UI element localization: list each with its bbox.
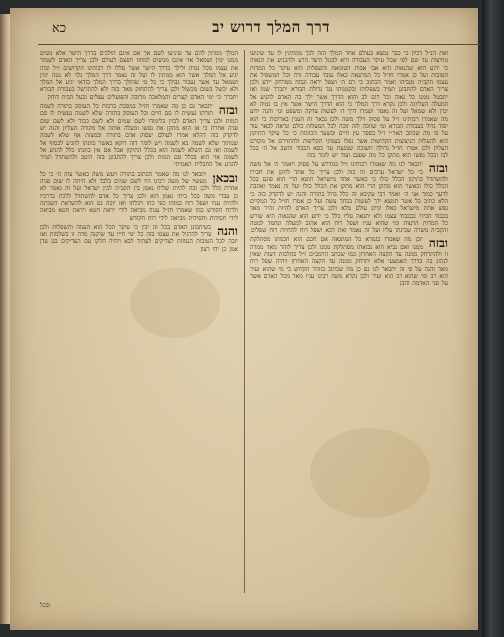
- paragraph-text: ואת הנ״ל דכיון כי כבר נמצא בעולם אחד המלך הזה לכך ממתינין לו עד שיגיעו מחיצות עד שם לפי שכל עיקר העבודה היא לבטל היצר הרע ולהכניע את הגאוה כי ידוע הוא שהגאוה היא אבי אבות הטומאה והשפלות היא עיקר כל המדות הטובות ועל כן אמרו חז״ל כל המתגאה כאלו עובד עבודה זרה וכל המשפיל את עצמו הקב״ה מגביהו ואמר הכתוב כי רם ה׳ ושפל יראה וגבוה ממרחק יידע ולכן צריך האדם להתבונן תמיד בשפלותו ובקטנותו נגד גדולת הבורא יתברך שמו ואז יתבטל ממנו כל גאוה וכל רום לב והוא הדרך אשר ילך בה האדם להגיע אל המעלה העליונה ולכן נקרא דרך המלך כי הוא הדרך הישר אשר אין בו נטיה לא ימין ולא שמאל ועל זה נאמר ושמרו דרך ה׳ לעשות צדקה ומשפט וגו׳ והנה ידוע מה שאמרו רבותינו ז״ל על פסוק וילך משה ולכן נבאר זה הענין באריכות כי הוא יסוד גדול בעבודת הבורא ומי שזוכה לזה זוכה לכל המעלות כולם ונראה לבאר עוד על פי מה שכתב האר״י ז״ל בספר עץ חיים ובשער הכוונות כי כל עיקר התיקון הוא להעלות הניצוצות הקדושות אשר נפלו בעמקי הקליפות ולהחזירם אל מקורם העליון ולכן אמרו חז״ל גדולה תשובה שמגעת עד כסא הכבוד והשב אל ה׳ בכל לבו ובכל נפשו הוא מתקן כל מה שפגם ועוד יש לומר בזה: [250, 50, 448, 160]
- header-rule: [38, 44, 480, 45]
- paragraph: [40, 103, 238, 169]
- paragraph-text: יתבאר לנו מה שאמרו רבותינו ז״ל במדרש על פסוק ויאמר ה׳ אל משה כי כל ישראל ערבים זה בזה ולכן צריך כל אחד לתקן את חבירו ולהשתדל בתיקון הכלל כולו כי כאשר אחד מישראל חוטא הרי הוא פוגם בכל הכלל כולו וכאשר הוא מתקן הרי הוא מתקן את הכלל כולו ועל זה נאמר ואהבת לרעך כמוך אני ה׳ ואמר רבי עקיבא זה כלל גדול בתורה והנה יש לדקדק בזה כי הלא כתיב כל אשר תמצא ידך לעשות בכחך עשה ועל כן אמרו חז״ל כל המקיים נפש אחת מישראל כאלו קיים עולם מלא ולכן צריך האדם להיות זהיר מאד בכבוד חבירו כבכבוד עצמו ולא יתגאה עליו כלל כי ידוע הוא שהגאוה היא שורש כל המדות הרעות ומי שהוא עניו ושפל רוח הוא אהוב למעלה ונחמד למטה והקב״ה משרה שכינתו עליו ועל זה נאמר ואת דכא ושפל רוח להחיות רוח שפלים: [250, 161, 448, 235]
- paragraph-text: יתבאר לנו מה שאמר הכתוב בתורה ויעש משה כאשר צוה ה׳ כי כל מעשיו של משה רבינו היו לשם שמים בלבד ולא היתה לו שום פניה אחרת כלל ולכן זכה להיות שליח נאמן בין הקב״ה לבין ישראל ועל זה נאמר לא כן עבדי משה בכל ביתי נאמן הוא ולכן צריך כל אדם להשתדל ללכת בדרכיו ולהיות עניו ושפל רוח כמוהו כפי כחו ויכלתו ואז יזכה גם הוא להשראת השכינה ולרוח הקודש כמו שאמרו חז״ל ענוה מביאה לידי יראת חטא ויראת חטא מביאה לידי חסידות וחסידות מביאה לידי רוח הקודש: [40, 170, 238, 222]
- paragraph-text: המלך ממתין להם עד שיגיעו לשם אך אם אינם הולכים בדרך הישר אלא נוטים ממנו ימין ושמאל אזי אינם מגיעים למחוז חפצם לעולם ולכן צריך האדם לשמור את עצמו מכל נטיה ולילך בדרך הישר אשר סללו לו רבותינו הקדושים ז״ל ובזה יגיע אל המלך אשר הוא ממתין לו ועל זה נאמר דרך המלך נלך לא נטה ימין ושמאל עד אשר נעבור גבולך כי כל מי שהולך בדרך המלך בודאי יגיע אל המלך ולא יכשל בשום מכשול ולכן צריך להתחזק מאד בזה ולא להתרשל בעבודת הבורא יתברך כי ימי האדם קצרים והמלאכה מרובה והפועלים עצלים ובעל הבית דוחק: [40, 50, 238, 101]
- folio-number: כא: [52, 21, 67, 36]
- paragraph-text: כשיתבונן האדם בכל זה יבין כי עיקר הכל הוא הענוה והשפלות ולכן צריך להרגיל את עצמו בזה כל ימי חייו עד שיקנה מדה זו בשלמות ואז יזכה לכל הטובות הגנוזות לצדיקים לעתיד לבא ויהיה חלקו עם הצדיקים בגן עדן אמן כן יהי רצון: [40, 223, 238, 253]
- paragraph: [40, 224, 238, 253]
- initial-word: ובכאן: [212, 170, 238, 185]
- paragraph-text: יובן מה שאמרו בגמרא כל המתגאה אם חכם הוא חכמתו מסתלקת ממנו ואם נביא הוא נבואתו מסתלקת ממנו ולכן צריך לזהר מאד ממדה זו ולהתרחק ממנה עד הקצה האחרון כמו שכתב הרמב״ם ז״ל בהלכות דעות שאין לנהוג בה בדרך האמצעי אלא יתרחק ממנה עד הקצה האחרון ויהיה שפל רוח מאד והנה על פי זה יתבאר לנו גם כן מה שכתוב בזוהר הקדוש כי מי שהוא זעיר הוא רב ומי שהוא רב הוא זעיר ולכן נקרא משה רבינו עניו מאד מכל האדם אשר על פני האדמה והבן: [250, 236, 448, 288]
- initial-word: ובזה: [428, 236, 448, 251]
- running-head: [38, 18, 480, 42]
- paragraph-text: יתבאר גם כן מה שאמרו חז״ל במסכת ברכות כל העוסק בתורה לשמה תורתו נעשית לו סם חיים וכל העוסק בתורה שלא לשמה נעשית לו סם המות ולכן צריך האדם לכוין בלימודו לשם שמים ולא לשם כבוד ולא לשם שום פניה אחרת כי אז הוא מתקן את נפשו ומעלה אותה אל מקורה העליון והנה יש לדקדק בזה דהלא אמרו לעולם יעסוק אדם בתורה ובמצות אף שלא לשמה שמתוך שלא לשמה בא לשמה ויש לומר דזה דוקא כאשר כוונתו להגיע לבסוף אל לשמה ואז גם השלא לשמה הוא בכלל התיקון אבל אם אין כוונתו כלל להגיע אל לשמה אזי הוא בכלל סם המות ולכן צריך להתבונן בזה היטב ולהשתדל תמיד להגיע אל התכלית האמיתי: [40, 103, 238, 169]
- initial-word: והנה: [217, 223, 238, 238]
- paragraph: [250, 50, 448, 159]
- paragraph: [40, 171, 238, 222]
- initial-word: ובזה: [428, 161, 448, 176]
- paragraph: [250, 236, 448, 287]
- text-column-right: [250, 50, 448, 593]
- binding-edge: [482, 0, 504, 637]
- initial-word: ובזה: [218, 103, 238, 118]
- column-divider: [244, 50, 245, 593]
- catchword: ובכל: [40, 602, 51, 609]
- paragraph: [40, 50, 238, 101]
- paragraph: [250, 161, 448, 234]
- facing-page-edge: [0, 14, 10, 624]
- running-title: דרך המלך דרוש יב: [212, 18, 330, 36]
- text-column-left: [40, 50, 238, 593]
